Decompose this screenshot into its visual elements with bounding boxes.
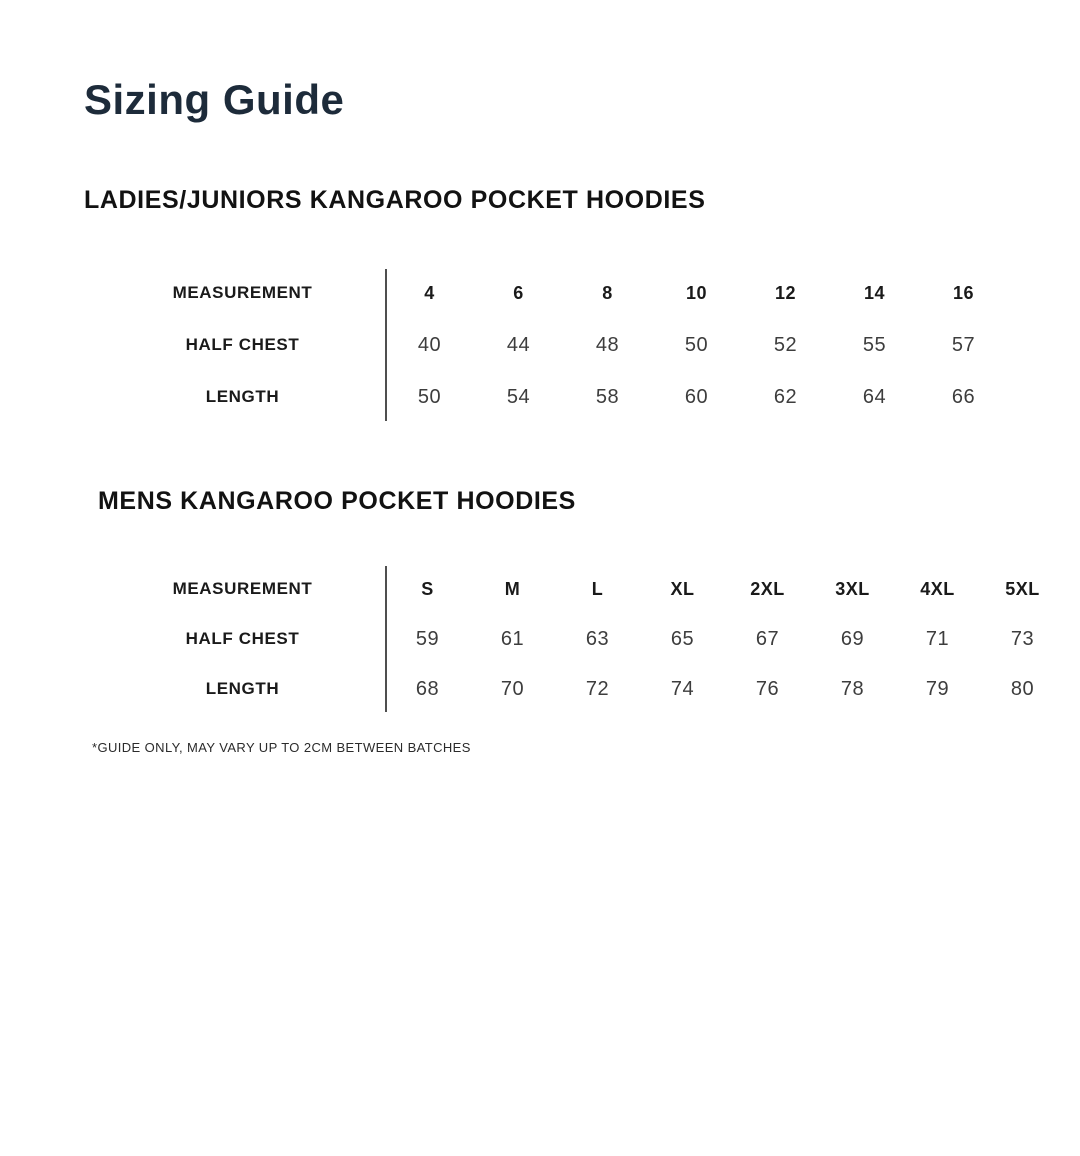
size-header-cell: 3XL (835, 578, 870, 599)
value-cell: 50 (417, 385, 442, 408)
value-cell: 48 (595, 333, 620, 356)
value-cell: 63 (585, 627, 610, 650)
size-header-cell: 10 (685, 282, 708, 303)
page-title: Sizing Guide (84, 76, 345, 123)
value-cell: 71 (925, 627, 950, 650)
table-row (100, 664, 1080, 714)
table-row (100, 319, 1080, 371)
value-cell: 66 (951, 385, 976, 408)
size-header-cell: 14 (863, 282, 886, 303)
ladies-section-heading: LADIES/JUNIORS KANGAROO POCKET HOODIES (84, 186, 706, 215)
size-header-cell: 12 (774, 282, 797, 303)
value-cell: 62 (773, 385, 798, 408)
row-label: MEASUREMENT (172, 579, 313, 599)
row-label: MEASUREMENT (172, 283, 313, 303)
value-cell: 54 (506, 385, 531, 408)
value-cell: 74 (670, 677, 695, 700)
size-header-cell: S (421, 578, 434, 599)
value-cell: 50 (684, 333, 709, 356)
mens-section-heading: MENS KANGAROO POCKET HOODIES (98, 487, 576, 516)
ladies-section (0, 186, 1080, 423)
size-header-cell: XL (670, 578, 695, 599)
size-header-cell: M (504, 578, 521, 599)
table-header-row (100, 267, 1080, 319)
value-cell: 64 (862, 385, 887, 408)
size-header-cell: 4 (424, 282, 435, 303)
footnote: *GUIDE ONLY, MAY VARY UP TO 2CM BETWEEN BATCHES (92, 740, 471, 756)
value-cell: 79 (925, 677, 950, 700)
value-cell: 55 (862, 333, 887, 356)
sizing-guide-page (0, 76, 1080, 755)
value-cell: 59 (415, 627, 440, 650)
value-cell: 68 (415, 677, 440, 700)
value-cell: 57 (951, 333, 976, 356)
value-cell: 76 (755, 677, 780, 700)
size-header-cell: 6 (513, 282, 524, 303)
row-label: HALF CHEST (185, 629, 300, 649)
table-row (100, 371, 1080, 423)
size-header-cell: 4XL (920, 578, 955, 599)
mens-size-table (100, 564, 1080, 714)
value-cell: 73 (1010, 627, 1035, 650)
table-row (100, 614, 1080, 664)
ladies-size-table (100, 267, 1080, 423)
value-cell: 70 (500, 677, 525, 700)
value-cell: 72 (585, 677, 610, 700)
value-cell: 80 (1010, 677, 1035, 700)
value-cell: 61 (500, 627, 525, 650)
value-cell: 60 (684, 385, 709, 408)
value-cell: 58 (595, 385, 620, 408)
value-cell: 40 (417, 333, 442, 356)
size-header-cell: 8 (602, 282, 613, 303)
table-header-row (100, 564, 1080, 614)
size-header-cell: L (591, 578, 604, 599)
row-label: HALF CHEST (185, 335, 300, 355)
value-cell: 67 (755, 627, 780, 650)
size-header-cell: 2XL (750, 578, 785, 599)
value-cell: 44 (506, 333, 531, 356)
size-header-cell: 16 (952, 282, 975, 303)
value-cell: 78 (840, 677, 865, 700)
row-label: LENGTH (205, 387, 280, 407)
mens-section (0, 487, 1080, 714)
value-cell: 65 (670, 627, 695, 650)
row-label: LENGTH (205, 679, 280, 699)
size-header-cell: 5XL (1005, 578, 1040, 599)
value-cell: 52 (773, 333, 798, 356)
value-cell: 69 (840, 627, 865, 650)
